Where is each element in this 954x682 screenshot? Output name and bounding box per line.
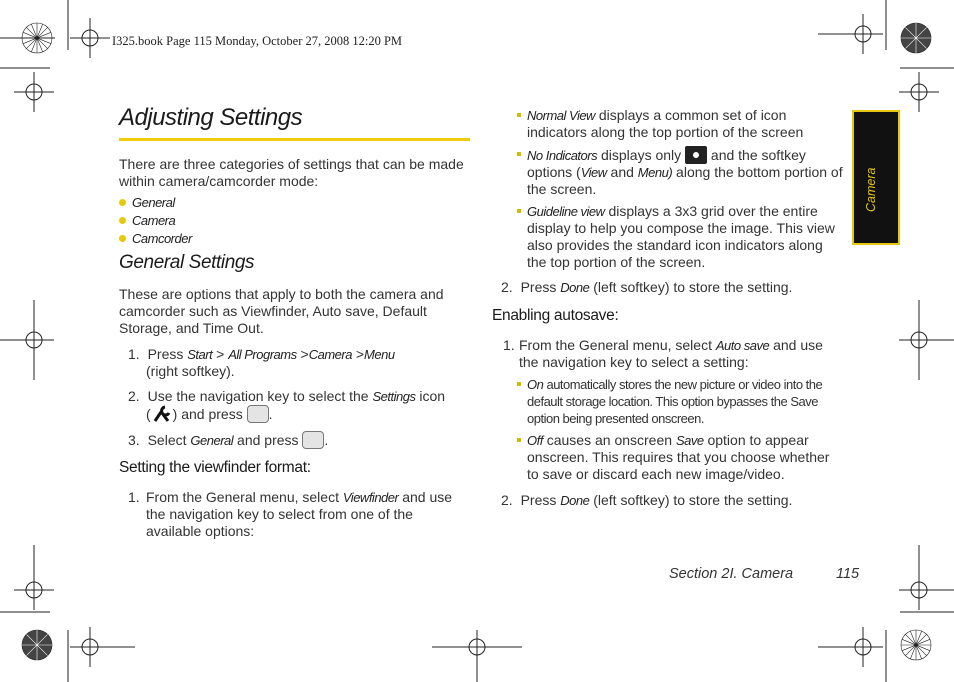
list-item: No Indicators displays only and the softkey options (View and Menu) along the bottom portion of the screen. [517, 146, 843, 198]
autosave-step-2: 2. Press Done (left softkey) to store the setting. [501, 492, 793, 508]
general-settings-description: These are options that apply to both the camera and camcorder such as Viewfinder, Auto save, Default Storage, and Time Out. [119, 286, 444, 336]
page-header: I325.book Page 115 Monday, October 27, 2008 12:20 PM [112, 34, 403, 48]
settings-tools-icon [151, 405, 173, 423]
chevron-right-icon: > [300, 346, 309, 362]
list-item: Camera [119, 212, 192, 230]
viewfinder-heading: Setting the viewfinder format: [119, 459, 311, 476]
list-item: General [119, 194, 192, 212]
viewfinder-step-1: 1. From the General menu, select Viewfinder and use the navigation key to select from one of the available options: [128, 489, 453, 539]
chevron-right-icon: > [355, 346, 365, 362]
autosave-heading: Enabling autosave: [492, 307, 619, 324]
softkey-button-icon [302, 431, 324, 449]
softkey-button-icon [247, 405, 269, 423]
section-tab [852, 110, 900, 245]
viewfinder-step-2: 2. Press Done (left softkey) to store the setting. [501, 279, 793, 295]
chevron-right-icon: > [216, 346, 225, 362]
bullet-icon [517, 152, 521, 156]
footer-section: Section 2I. Camera [669, 566, 794, 582]
bullet-icon [517, 113, 521, 117]
category-list [119, 194, 192, 248]
list-item: Camcorder [119, 230, 192, 248]
section-tab-label: Camera [864, 167, 878, 212]
general-step-3: 3. Select General and press . [128, 432, 329, 448]
general-step-2: 2. Use the navigation key to select the Settings icon ( ) and press . [128, 388, 446, 422]
list-item: Guideline view displays a 3x3 grid over the entire display to help you compose the image. This view also provides the standard icon indicators along the top portion of the screen. [517, 203, 843, 271]
bullet-icon [119, 217, 126, 224]
page-number: 115 [836, 566, 860, 582]
bullet-icon [517, 382, 521, 386]
general-settings-heading: General Settings [119, 252, 255, 273]
page-title: Adjusting Settings [119, 104, 303, 131]
camera-indicator-icon [685, 146, 707, 164]
autosave-step-1: 1. From the General menu, select Auto save and use the navigation key to select a setting: [503, 337, 823, 370]
bullet-icon [119, 199, 126, 206]
intro-paragraph: There are three categories of settings that can be made within camera/camcorder mode: [119, 156, 464, 189]
bullet-icon [517, 209, 521, 213]
viewfinder-options [517, 107, 843, 271]
general-step-1: 1. Press Start > All Programs >Camera >Menu (right softkey). [128, 346, 395, 379]
title-rule [119, 138, 470, 141]
bullet-icon [517, 438, 521, 442]
bullet-icon [119, 235, 126, 242]
list-item: On automatically stores the new picture or video into the default storage location. This option bypasses the Save option being presented onscreen. [517, 376, 843, 427]
list-item: Normal View displays a common set of icon indicators along the top portion of the screen [517, 107, 843, 141]
list-item: Off causes an onscreen Save option to appear onscreen. This requires that you choose whether to save or discard each new image/video. [517, 432, 843, 483]
autosave-options [517, 376, 843, 483]
